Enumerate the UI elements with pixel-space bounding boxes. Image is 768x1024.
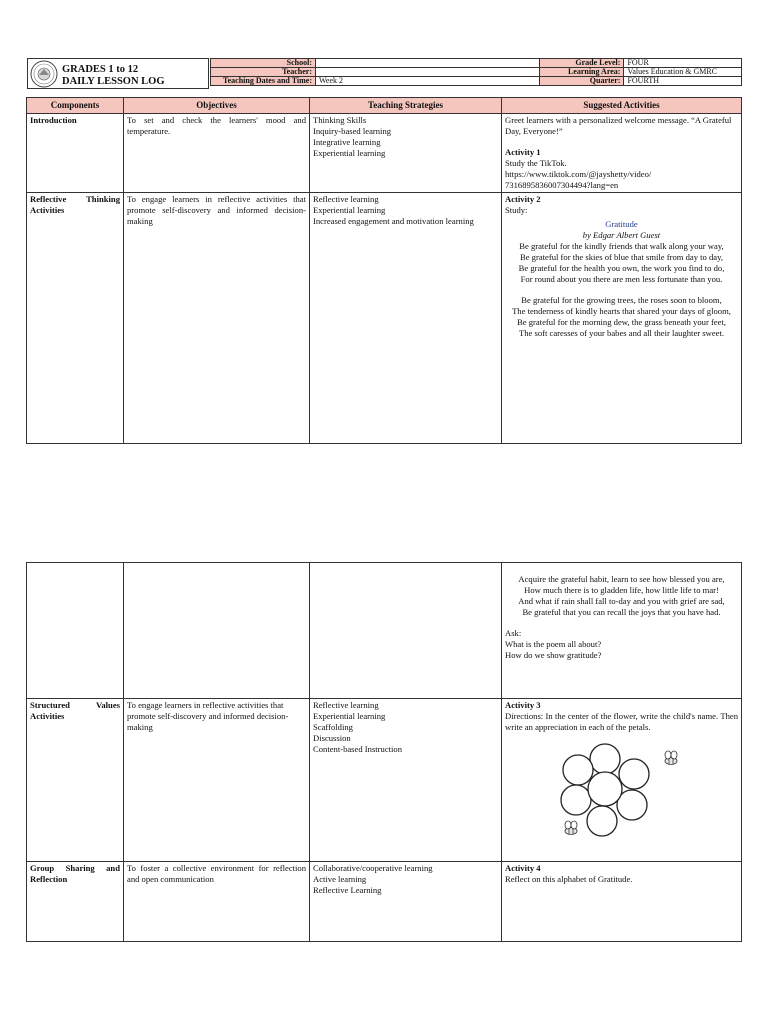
poem-line: Be grateful for the skies of blue that smile from day to day, bbox=[519, 252, 723, 262]
strategy-item: Collaborative/cooperative learning bbox=[313, 863, 433, 873]
table-row-introduction bbox=[27, 114, 742, 193]
empty-cell bbox=[124, 563, 310, 699]
flower-petal bbox=[561, 785, 591, 815]
activity-2-title: Activity 2 bbox=[505, 194, 541, 204]
strategy-item: Scaffolding bbox=[313, 722, 353, 732]
strategies-structured-values bbox=[310, 699, 502, 862]
col-objectives: Objectives bbox=[124, 98, 310, 114]
strategy-item: Reflective Learning bbox=[313, 885, 382, 895]
teacher-value bbox=[316, 68, 546, 77]
class-info-table bbox=[539, 58, 742, 86]
activities-introduction bbox=[502, 114, 742, 193]
title-line-1: GRADES 1 to 12 bbox=[62, 64, 139, 75]
study-label: Study: bbox=[505, 205, 528, 215]
strategy-item: Discussion bbox=[313, 733, 351, 743]
quarter-label: Quarter: bbox=[540, 77, 624, 86]
greeting-text: Greet learners with a personalized welcome message. “A Grateful Day, Everyone!” bbox=[505, 115, 732, 136]
strategy-item: Integrative learning bbox=[313, 137, 381, 147]
flower-petal bbox=[587, 806, 617, 836]
flower-worksheet-image bbox=[555, 741, 695, 841]
lesson-table-2 bbox=[26, 562, 742, 942]
title-box bbox=[27, 58, 209, 89]
poem-line: How much there is to gladden life, how little life to mar! bbox=[524, 585, 719, 595]
activity-3-directions: Directions: In the center of the flower, write the child's name. Then write an appreciation in each of the petals. bbox=[505, 711, 738, 732]
study-instruction: Study the TikTok. bbox=[505, 158, 567, 168]
bee-icon bbox=[565, 821, 577, 835]
poem-line: The tenderness of kindly hearts that shared your days of gloom, bbox=[512, 306, 731, 316]
quarter-value: FOURTH bbox=[624, 77, 742, 86]
activities-poem-continued bbox=[502, 563, 742, 699]
school-label: School: bbox=[211, 59, 316, 68]
poem-line: Be grateful for the morning dew, the grass beneath your feet, bbox=[517, 317, 726, 327]
objective-introduction: To set and check the learners' mood and temperature. bbox=[124, 114, 310, 193]
poem-line: Be grateful for the growing trees, the roses soon to bloom, bbox=[521, 295, 722, 305]
teacher-label: Teacher: bbox=[211, 68, 316, 77]
activity-4-title: Activity 4 bbox=[505, 863, 541, 873]
poem-line: Be grateful for the kindly friends that walk along your way, bbox=[519, 241, 724, 251]
area-value: Values Education & GMRC bbox=[624, 68, 742, 77]
poem-line: For round about you there are men less fortunate than you. bbox=[520, 274, 723, 284]
deped-seal-icon bbox=[30, 60, 58, 88]
strategy-item: Increased engagement and motivation learning bbox=[313, 216, 474, 226]
flower-petal bbox=[563, 755, 593, 785]
activity-3-title: Activity 3 bbox=[505, 700, 541, 710]
poem-title: Gratitude bbox=[605, 219, 638, 229]
poem-author: by Edgar Albert Guest bbox=[582, 230, 661, 240]
component-reflective-thinking: Reflective Thinking Activities bbox=[27, 193, 124, 444]
objective-structured-values: To engage learners in reflective activities that promote self-discovery and informed decision-making bbox=[124, 699, 310, 862]
strategies-introduction bbox=[310, 114, 502, 193]
poem-line: Acquire the grateful habit, learn to see how blessed you are, bbox=[518, 574, 725, 584]
table-row-reflective-thinking bbox=[27, 193, 742, 444]
strategy-item: Active learning bbox=[313, 874, 367, 884]
strategy-item: Thinking Skills bbox=[313, 115, 367, 125]
activities-structured-values bbox=[502, 699, 742, 862]
title-line-2: DAILY LESSON LOG bbox=[62, 76, 165, 87]
activity-1-title: Activity 1 bbox=[505, 147, 541, 157]
dates-value: Week 2 bbox=[316, 77, 546, 86]
empty-cell bbox=[27, 563, 124, 699]
strategy-item: Experiential learning bbox=[313, 205, 386, 215]
activities-reflective-thinking bbox=[502, 193, 742, 444]
question-2: How do we show gratitude? bbox=[505, 650, 602, 660]
col-components: Components bbox=[27, 98, 124, 114]
grade-value: FOUR bbox=[624, 59, 742, 68]
lesson-table-1 bbox=[26, 97, 742, 444]
table-header-row bbox=[27, 98, 742, 114]
lesson-log-header bbox=[27, 58, 742, 89]
log-title bbox=[62, 64, 165, 88]
school-info-table bbox=[210, 58, 546, 86]
objective-reflective-thinking: To engage learners in reflective activities that promote self-discovery and informed decision-making bbox=[124, 193, 310, 444]
strategies-reflective-thinking bbox=[310, 193, 502, 444]
flower-center bbox=[588, 772, 622, 806]
poem-line: The soft caresses of your babes and all their laughter sweet. bbox=[519, 328, 724, 338]
ask-label: Ask: bbox=[505, 628, 522, 638]
component-structured-values: Structured Values Activities bbox=[27, 699, 124, 862]
strategy-item: Reflective learning bbox=[313, 700, 379, 710]
table-row-structured-values bbox=[27, 699, 742, 862]
component-introduction: Introduction bbox=[27, 114, 124, 193]
area-label: Learning Area: bbox=[540, 68, 624, 77]
objective-group-sharing: To foster a collective environment for reflection and open communication bbox=[124, 862, 310, 942]
strategy-item: Experiential learning bbox=[313, 711, 386, 721]
strategy-item: Inquiry-based learning bbox=[313, 126, 392, 136]
school-value bbox=[316, 59, 546, 68]
strategy-item: Content-based Instruction bbox=[313, 744, 403, 754]
flower-petal bbox=[590, 744, 620, 774]
dates-label: Teaching Dates and Time: bbox=[211, 77, 316, 86]
col-strategies: Teaching Strategies bbox=[310, 98, 502, 114]
table-row-poem-continued bbox=[27, 563, 742, 699]
empty-cell bbox=[310, 563, 502, 699]
component-group-sharing: Group Sharing and Reflection bbox=[27, 862, 124, 942]
question-1: What is the poem all about? bbox=[505, 639, 602, 649]
col-activities: Suggested Activities bbox=[502, 98, 742, 114]
poem-line: Be grateful for the health you own, the work you find to do, bbox=[518, 263, 725, 273]
flower-petal bbox=[619, 759, 649, 789]
activity-4-text: Reflect on this alphabet of Gratitude. bbox=[505, 874, 633, 884]
strategy-item: Reflective learning bbox=[313, 194, 379, 204]
strategy-item: Experiential learning bbox=[313, 148, 386, 158]
activities-group-sharing bbox=[502, 862, 742, 942]
poem-line: And what if rain shall fall to-day and you with grief are sad, bbox=[518, 596, 725, 606]
tiktok-link-line-1[interactable]: https://www.tiktok.com/@jayshetty/video/ bbox=[505, 169, 652, 179]
strategies-group-sharing bbox=[310, 862, 502, 942]
bee-icon bbox=[665, 751, 677, 765]
poem-line: Be grateful that you can recall the joys that you have had. bbox=[522, 607, 721, 617]
table-row-group-sharing bbox=[27, 862, 742, 942]
grade-label: Grade Level: bbox=[540, 59, 624, 68]
tiktok-link-line-2[interactable]: 7316895836007304494?lang=en bbox=[505, 180, 619, 190]
